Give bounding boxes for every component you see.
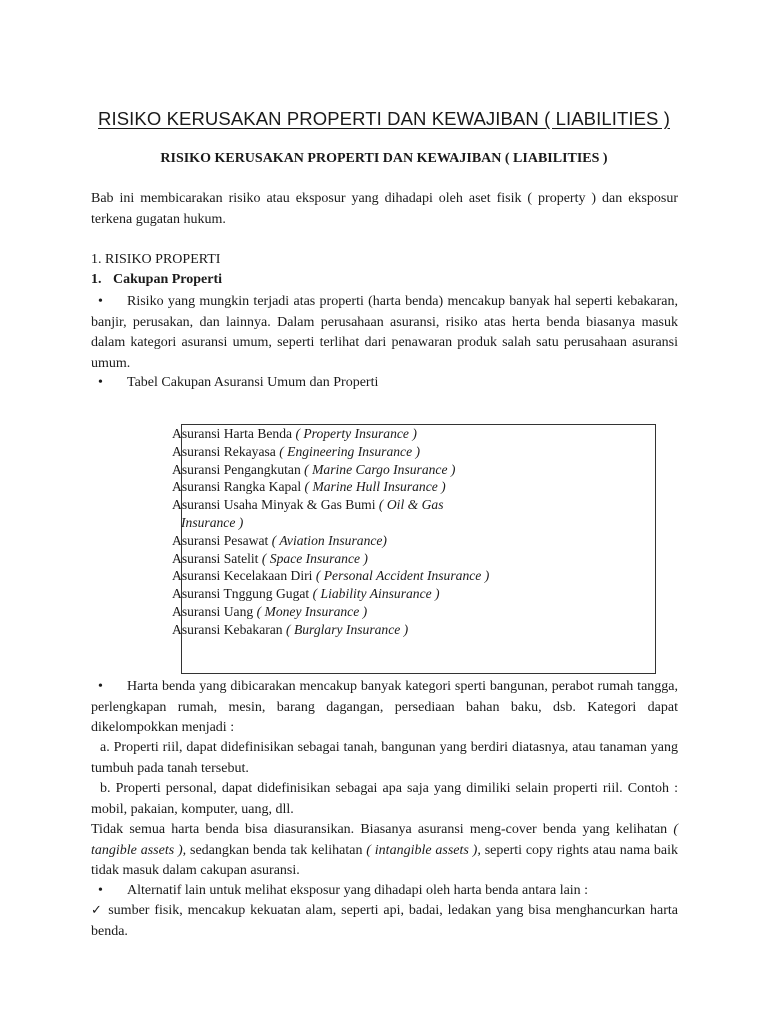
bullet-paragraph-4 xyxy=(91,881,588,902)
bullet-dot: • xyxy=(98,679,103,694)
insurance-row: Asuransi Kecelakaan Diri ( Personal Accident Insurance ) xyxy=(172,568,490,584)
tangible-paragraph: Tidak semua harta benda bisa diasuransikan. Biasanya asuransi meng-cover benda yang kelihatan ( tangible assets ), sedangkan benda tak kelihatan ( intangible assets ), seperti copy rights atau nama baik tidak masuk dalam cakupan asuransi. xyxy=(91,822,679,878)
document-subtitle: RISIKO KERUSAKAN PROPERTI DAN KEWAJIBAN ( LIABILITIES ) xyxy=(160,151,608,166)
insurance-row: Asuransi Rangka Kapal ( Marine Hull Insurance ) xyxy=(172,479,446,495)
bullet-paragraph-2 xyxy=(91,373,378,394)
item-b-paragraph: b. Properti personal, dapat didefinisikan sebagai apa saja yang dimiliki selain properti riil. Contoh : mobil, pakaian, komputer, uang, dll. xyxy=(91,781,678,817)
bullet-dot: • xyxy=(98,294,103,309)
insurance-row: Asuransi Harta Benda ( Property Insurance ) xyxy=(172,426,417,441)
insurance-row: Asuransi Tnggung Gugat ( Liability Ainsurance ) xyxy=(172,586,440,602)
check-text-1: sumber fisik, mencakup kekuatan alam, seperti api, badai, ledakan yang bisa menghancurkan harta benda. xyxy=(91,903,678,939)
bullet-dot: • xyxy=(98,883,103,898)
bullet-text-3: Harta benda yang dibicarakan mencakup banyak kategori sperti bangunan, perabot rumah tangga, perlengkapan rumah, mesin, barang dagangan, persediaan bahan baku, dsb. Kategori dapat dikelompokkan menjadi : xyxy=(91,679,678,735)
insurance-row: Asuransi Pesawat ( Aviation Insurance) xyxy=(172,532,387,548)
check-paragraph-1 xyxy=(91,901,678,942)
bullet-text-2: Tabel Cakupan Asuransi Umum dan Properti xyxy=(127,375,379,390)
bullet-text-4: Alternatif lain untuk melihat eksposur yang dihadapi oleh harta benda antara lain : xyxy=(127,883,589,898)
insurance-row: Asuransi Usaha Minyak & Gas Bumi ( Oil & Gas xyxy=(172,497,444,513)
insurance-row: Asuransi Rekayasa ( Engineering Insurance ) xyxy=(172,443,421,459)
document-title: RISIKO KERUSAKAN PROPERTI DAN KEWAJIBAN ( LIABILITIES ) xyxy=(98,108,670,129)
insurance-table-list xyxy=(172,425,489,639)
bullet-paragraph-3 xyxy=(91,677,678,739)
subsection-title: Cakupan Properti xyxy=(113,272,223,287)
bullet-dot: • xyxy=(98,375,103,390)
insurance-row-continuation: Insurance ) xyxy=(181,514,244,530)
bullet-text-1: Risiko yang mungkin terjadi atas properti (harta benda) mencakup banyak hal seperti kebakaran, banjir, perusakan, dan lainnya. Dalam perusahaan asuransi, risiko atas herta benda biasanya masuk dalam kategori asuransi umum, seperti terlihat dari penawaran produk salah satu perusahaan asuransi umum. xyxy=(91,294,678,371)
item-a-paragraph: a. Properti riil, dapat didefinisikan sebagai tanah, bangunan yang berdiri diatasnya, atau tanaman yang tumbuh pada tanah tersebut. xyxy=(91,740,678,776)
insurance-row: Asuransi Uang ( Money Insurance ) xyxy=(172,603,368,619)
section-heading: 1. RISIKO PROPERTI xyxy=(91,252,221,267)
intro-paragraph: Bab ini membicarakan risiko atau eksposur yang dihadapi oleh aset fisik ( property ) dan eksposur terkena gugatan hukum. xyxy=(91,191,678,227)
bullet-paragraph-1 xyxy=(91,292,678,374)
subsection-heading xyxy=(91,270,222,291)
insurance-row: Asuransi Kebakaran ( Burglary Insurance ) xyxy=(172,621,409,637)
subsection-number: 1. xyxy=(91,272,102,287)
insurance-row: Asuransi Pengangkutan ( Marine Cargo Insurance ) xyxy=(172,461,456,477)
checkmark-icon: ✓ xyxy=(91,903,104,918)
insurance-row: Asuransi Satelit ( Space Insurance ) xyxy=(172,550,368,566)
